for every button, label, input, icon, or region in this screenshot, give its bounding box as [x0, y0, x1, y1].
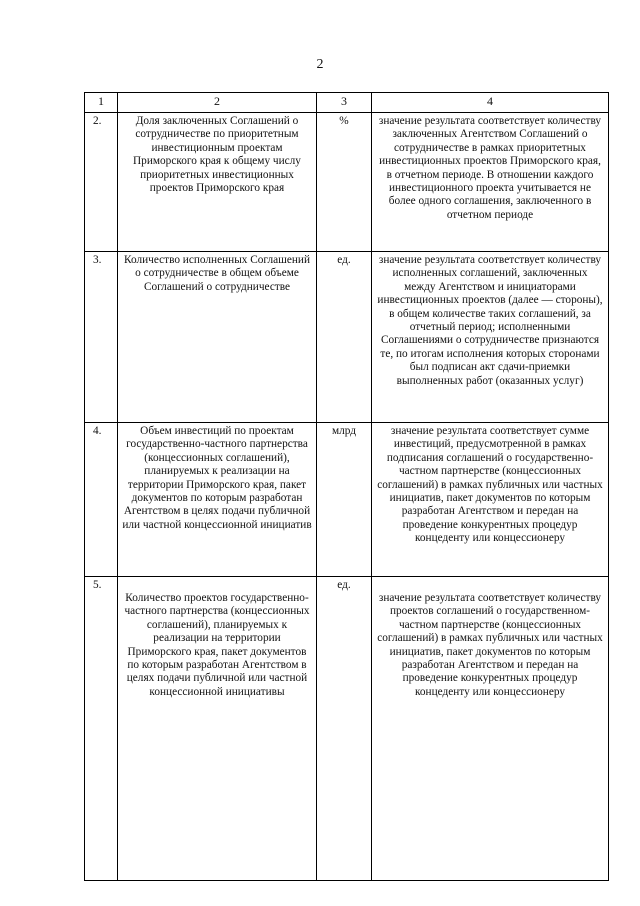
unit-cell: ед. — [317, 577, 372, 881]
row-number: 2. — [85, 113, 118, 252]
table-row — [85, 113, 609, 252]
description-text: значение результата соответствует количеству проектов соглашений о государственном-частном партнерстве (концессионных соглашений) в рамках публичных или частных инициатив, пакет документов по которым разработан Агентством и передан на проведение конкурентных процедур концеденту или концессионеру — [377, 592, 603, 698]
unit-cell: млрд — [317, 423, 372, 577]
indicator-name: Доля заключенных Соглашений о сотрудничестве по приоритетным инвестиционным проектам Приморского края к общему числу приоритетных инвестиционных проектов Приморского края — [118, 113, 317, 252]
results-table — [84, 92, 609, 881]
indicator-name-cell — [118, 577, 317, 881]
description-cell: значение результата соответствует количеству заключенных Агентством Соглашений о сотрудничестве в рамках приоритетных инвестиционных проектов Приморского края, в отчетном периоде. В отношении каждого инвестиционного проекта учитывается не более одного соглашения, заключенного в отчетном периоде — [372, 113, 609, 252]
description-cell: значение результата соответствует количеству исполненных соглашений, заключенных между Агентством и инициаторами инвестиционных проектов (далее — стороны), в общем количестве таких соглашений, за отчетный период; исполненными Соглашениями о сотрудничестве признаются те, по итогам исполнения которых сторонами был подписан акт сдачи-приемки выполненных работ (оказанных услуг) — [372, 252, 609, 423]
unit-cell: % — [317, 113, 372, 252]
page-number: 2 — [316, 57, 324, 72]
header-col-4: 4 — [372, 93, 609, 113]
indicator-name: Объем инвестиций по проектам государственно-частного партнерства (концессионных соглашений), планируемых к реализации на территории Приморского края, пакет документов по которым разработан Агентством в целях подачи публичной или частной концессионной инициатив — [118, 423, 317, 577]
description-cell: значение результата соответствует сумме инвестиций, предусмотренной в рамках подписания соглашений о государственно-частном партнерстве (концессионных соглашений) в рамках публичных или частных инициатив, пакет документов по которым разработан Агентством и передан на проведение конкурентных процедур концеденту или концессионеру — [372, 423, 609, 577]
indicator-name: Количество проектов государственно-частного партнерства (концессионных соглашений), планируемых к реализации на территории Приморского края, пакет документов по которым разработан Агентством в целях подачи публичной или частной концессионной инициативы — [124, 592, 310, 698]
table-header-row — [85, 93, 609, 113]
indicator-name: Количество исполненных Соглашений о сотрудничестве в общем объеме Соглашений о сотрудничестве — [118, 252, 317, 423]
table-row — [85, 577, 609, 881]
table-row — [85, 252, 609, 423]
header-col-3: 3 — [317, 93, 372, 113]
header-col-1: 1 — [85, 93, 118, 113]
unit-cell: ед. — [317, 252, 372, 423]
table-row — [85, 423, 609, 577]
description-cell — [372, 577, 609, 881]
header-col-2: 2 — [118, 93, 317, 113]
row-number: 4. — [85, 423, 118, 577]
row-number: 3. — [85, 252, 118, 423]
row-number: 5. — [85, 577, 118, 881]
